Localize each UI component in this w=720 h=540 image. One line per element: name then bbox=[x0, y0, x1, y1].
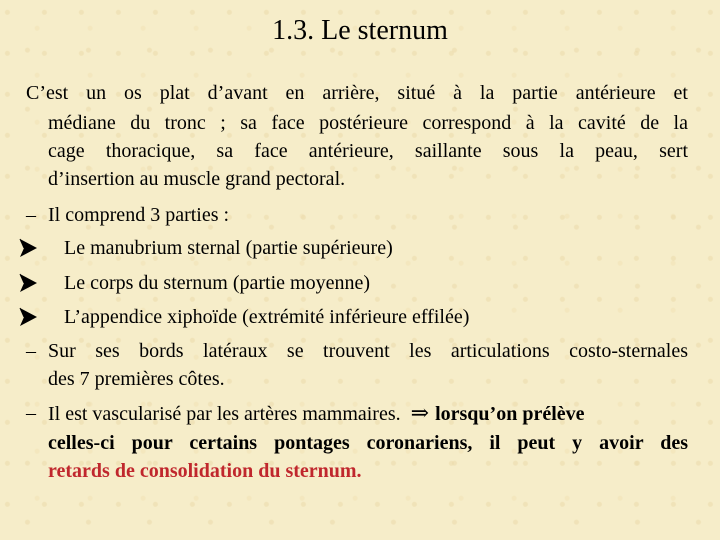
part-label: L’appendice xiphoïde (extrémité inférieure effilée) bbox=[64, 306, 470, 328]
implies-arrow-icon: ⇒ bbox=[410, 400, 430, 425]
borders-line: des 7 premières côtes. bbox=[48, 368, 225, 390]
arrow-bullet-icon bbox=[18, 236, 40, 260]
parts-intro-text: Il comprend 3 parties : bbox=[48, 204, 230, 226]
highlight-red-text: retards de consolidation du sternum. bbox=[48, 460, 362, 482]
part-label: Le manubrium sternal (partie supérieure) bbox=[64, 237, 393, 259]
dash-marker: – bbox=[26, 402, 36, 424]
arrow-bullet-icon bbox=[18, 271, 40, 295]
dash-marker: – bbox=[26, 340, 36, 362]
consequence-text: lorsqu’on prélève bbox=[435, 403, 585, 425]
part-label: Le corps du sternum (partie moyenne) bbox=[64, 272, 371, 294]
borders-line: Sur ses bords latéraux se trouvent les articulations costo-sternales bbox=[48, 340, 688, 362]
dash-marker: – bbox=[26, 204, 36, 226]
consequence-text: celles-ci pour certains pontages coronariens, il peut y avoir des bbox=[48, 432, 688, 454]
intro-line: C’est un os plat d’avant en arrière, situé à la partie antérieure et bbox=[26, 82, 688, 104]
vascular-first-line bbox=[48, 401, 585, 426]
vascular-text: Il est vascularisé par les artères mammaires. bbox=[48, 403, 401, 425]
intro-line: médiane du tronc ; sa face postérieure correspond à la cavité de la bbox=[48, 112, 688, 134]
intro-line: d’insertion au muscle grand pectoral. bbox=[48, 168, 346, 190]
arrow-bullet-icon bbox=[18, 305, 40, 329]
intro-line: cage thoracique, sa face antérieure, saillante sous la peau, sert bbox=[48, 140, 688, 162]
slide-title: 1.3. Le sternum bbox=[272, 15, 448, 46]
